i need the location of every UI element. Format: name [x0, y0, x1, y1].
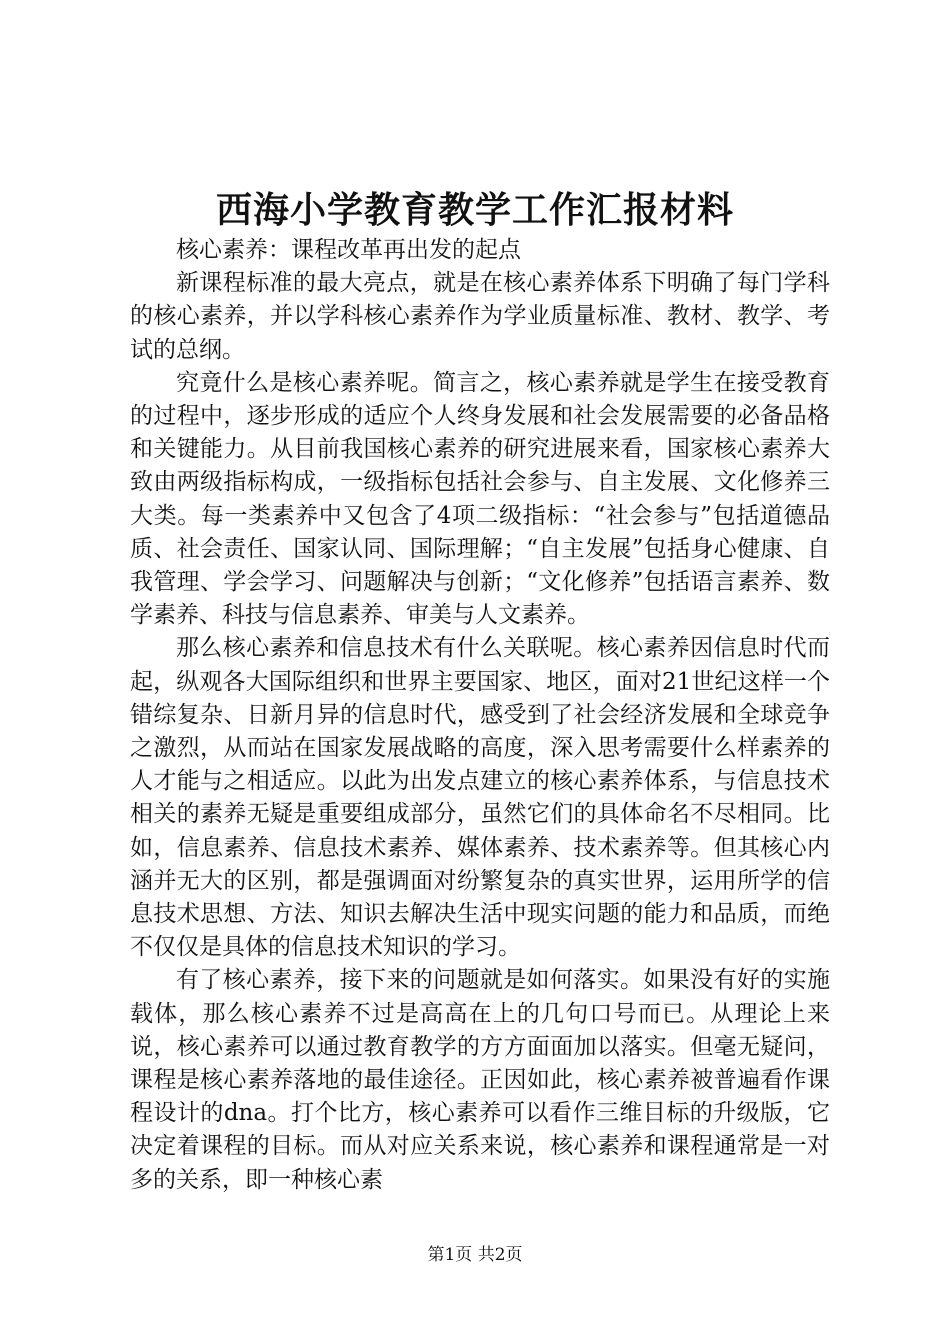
paragraph-1: 新课程标准的最大亮点，就是在核心素养体系下明确了每门学科的核心素养，并以学科核心素养作为学业质量标准、教材、教学、考试的总纲。: [130, 270, 830, 363]
paragraph-2: 究竟什么是核心素养呢。简言之，核心素养就是学生在接受教育的过程中，逐步形成的适应个人终身发展和社会发展需要的必备品格和关键能力。从目前我国核心素养的研究进展来看，国家核心素养大致由两级指标构成，一级指标包括社会参与、自主发展、文化修养三大类。每一类素养中又包含了4项二级指标：“社会参与”包括道德品质、社会责任、国家认同、国际理解；“自主发展”包括身心健康、自我管理、学会学习、问题解决与创新；“文化修养”包括语言素养、数学素养、科技与信息素养、审美与人文素养。: [130, 369, 830, 629]
paragraph-subtitle: 核心素养：课程改革再出发的起点: [176, 237, 521, 263]
paragraph-4: 有了核心素养，接下来的问题就是如何落实。如果没有好的实施载体，那么核心素养不过是高高在上的几句口号而已。从理论上来说，核心素养可以通过教育教学的方方面面加以落实。但毫无疑问，课程是核心素养落地的最佳途径。正因如此，核心素养被普遍看作课程设计的dna。打个比方，核心素养可以看作三维目标的升级版，它决定着课程的目标。而从对应关系来说，核心素养和课程通常是一对多的关系，即一种核心素: [130, 967, 830, 1193]
page-footer: 第1页 共2页: [427, 1245, 523, 1265]
document-title: 西海小学教育教学工作汇报材料: [215, 189, 734, 231]
paragraph-3: 那么核心素养和信息技术有什么关联呢。核心素养因信息时代而起，纵观各大国际组织和世界主要国家、地区，面对21世纪这样一个错综复杂、日新月异的信息时代，感受到了社会经济发展和全球竞争之激烈，从而站在国家发展战略的高度，深入思考需要什么样素养的人才能与之相适应。以此为出发点建立的核心素养体系，与信息技术相关的素养无疑是重要组成部分，虽然它们的具体命名不尽相同。比如，信息素养、信息技术素养、媒体素养、技术素养等。但其核心内涵并无大的区别，都是强调面对纷繁复杂的真实世界，运用所学的信息技术思想、方法、知识去解决生活中现实问题的能力和品质，而绝不仅仅是具体的信息技术知识的学习。: [130, 635, 830, 961]
document-body: [130, 234, 830, 1197]
